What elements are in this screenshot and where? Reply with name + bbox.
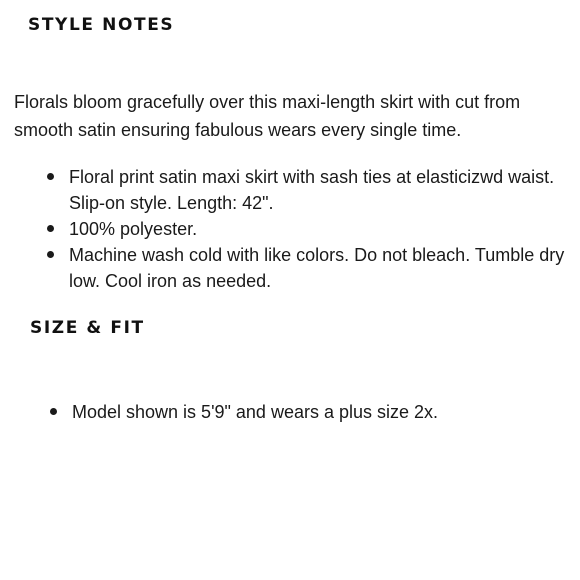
style-notes-description: Florals bloom gracefully over this maxi-length skirt with cut from smooth satin ensuring fabulous wears every single time. <box>14 92 521 140</box>
size-fit-heading: SIZE & FIT <box>30 318 145 338</box>
list-item-text: 100% polyester. <box>69 219 198 239</box>
list-item <box>69 164 574 216</box>
bullet-icon <box>47 225 54 232</box>
list-item-text: Machine wash cold with like colors. Do not bleach. Tumble dry low. Cool iron as needed. <box>69 245 565 291</box>
list-item-text: Model shown is 5'9" and wears a plus size 2x. <box>72 402 439 422</box>
style-notes-heading: STYLE NOTES <box>28 15 175 35</box>
bullet-icon <box>50 408 57 415</box>
list-item-text: Floral print satin maxi skirt with sash ties at elasticizwd waist. Slip-on style. Length: 42". <box>69 167 555 213</box>
list-item <box>69 216 574 242</box>
style-notes-list <box>69 164 574 294</box>
list-item <box>72 399 572 425</box>
list-item <box>69 242 574 294</box>
size-fit-list <box>72 399 572 425</box>
bullet-icon <box>47 251 54 258</box>
bullet-icon <box>47 173 54 180</box>
